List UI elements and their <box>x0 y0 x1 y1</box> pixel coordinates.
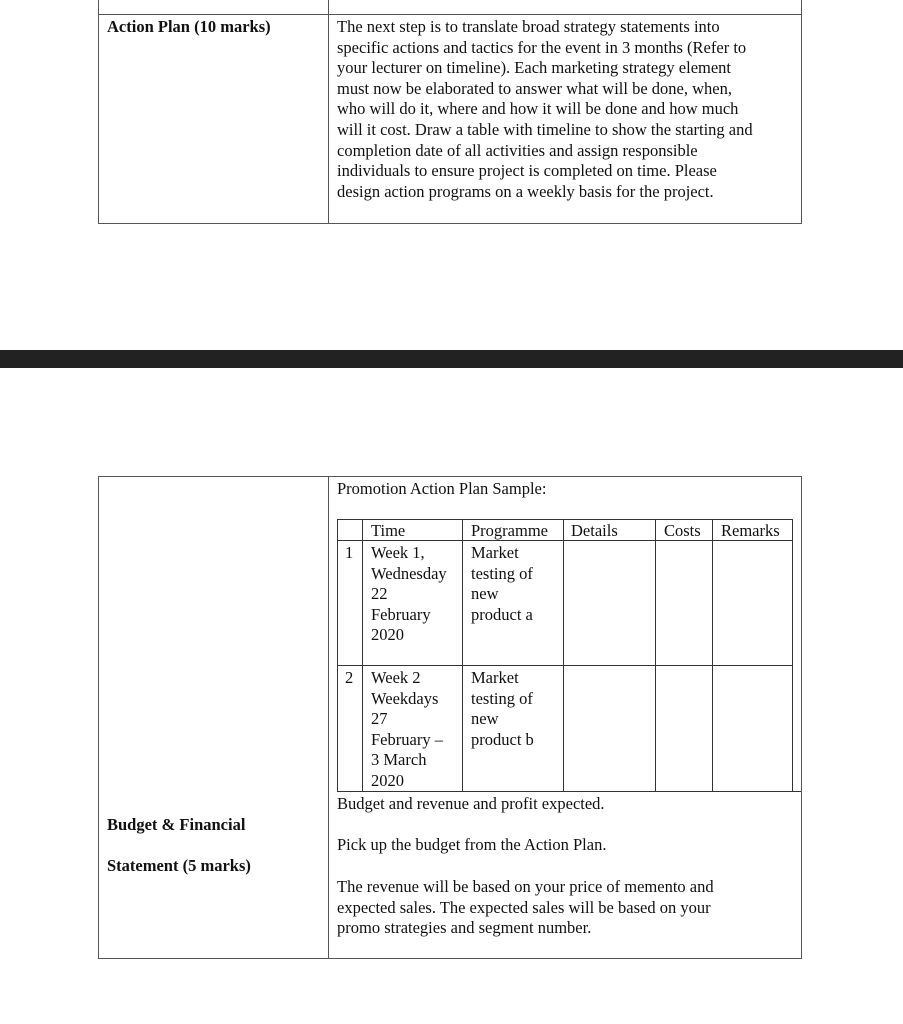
sample-table-col-line <box>462 519 463 792</box>
sample-table-col-line <box>337 519 338 792</box>
table-border-top <box>98 476 802 477</box>
text-line: completion date of all activities and assign responsible <box>337 140 698 160</box>
budget-label <box>107 794 251 897</box>
row-time: Week 2 Weekdays 27 February – 3 March 2020 <box>371 668 443 790</box>
table-border-left <box>98 476 99 959</box>
table-border-right <box>801 0 802 224</box>
header-costs: Costs <box>664 521 701 540</box>
row-number: 1 <box>345 543 354 562</box>
page-break-divider <box>0 350 903 368</box>
sample-title: Promotion Action Plan Sample: <box>337 479 547 498</box>
table-column-divider <box>328 0 329 224</box>
text-line: The next step is to translate broad strategy statements into <box>337 17 720 36</box>
text-line: promo strategies and segment number. <box>337 918 592 938</box>
budget-label-line: Statement (5 marks) <box>107 855 251 875</box>
table-border-left <box>98 0 99 224</box>
row-time: Week 1, Wednesday 22 February 2020 <box>371 543 447 645</box>
header-time: Time <box>371 521 406 540</box>
row-number: 2 <box>345 668 354 687</box>
budget-para-3 <box>337 877 714 939</box>
text-line: who will do it, where and how it will be done and how much <box>337 99 739 119</box>
text-line: will it cost. Draw a table with timeline to show the starting and <box>337 119 753 139</box>
sample-table-row-divider <box>337 665 793 666</box>
action-plan-label: Action Plan (10 marks) <box>107 17 271 36</box>
sample-table-col-line <box>362 519 363 792</box>
sample-table-col-line <box>655 519 656 792</box>
row-programme: Market testing of new product a <box>471 543 533 624</box>
text-line: specific actions and tactics for the event in 3 months (Refer to <box>337 37 747 57</box>
table-border-bottom <box>98 223 802 224</box>
sample-table-col-line <box>792 519 793 792</box>
text-line: individuals to ensure project is completed on time. Please <box>337 161 717 181</box>
row-programme: Market testing of new product b <box>471 668 534 749</box>
sample-table-col-line <box>563 519 564 792</box>
text-line: your lecturer on timeline). Each marketing strategy element <box>337 58 732 78</box>
text-line: expected sales. The expected sales will be based on your <box>337 897 711 917</box>
header-details: Details <box>571 521 618 540</box>
header-remarks: Remarks <box>721 521 780 540</box>
budget-label-line: Budget & Financial <box>107 814 246 834</box>
table-border-bottom <box>98 958 802 959</box>
header-programme: Programme <box>471 521 548 540</box>
text-line: must now be elaborated to answer what will be done, when, <box>337 78 732 98</box>
table-border-top <box>98 14 802 15</box>
table-border-right <box>801 476 802 959</box>
table-column-divider <box>328 476 329 959</box>
text-line: design action programs on a weekly basis for the project. <box>337 181 714 201</box>
budget-para-1: Budget and revenue and profit expected. <box>337 794 605 813</box>
sample-table-top <box>337 519 793 520</box>
text-line: The revenue will be based on your price of memento and <box>337 877 714 896</box>
budget-para-2: Pick up the budget from the Action Plan. <box>337 835 607 854</box>
sample-table-col-line <box>712 519 713 792</box>
action-plan-description <box>337 17 753 202</box>
